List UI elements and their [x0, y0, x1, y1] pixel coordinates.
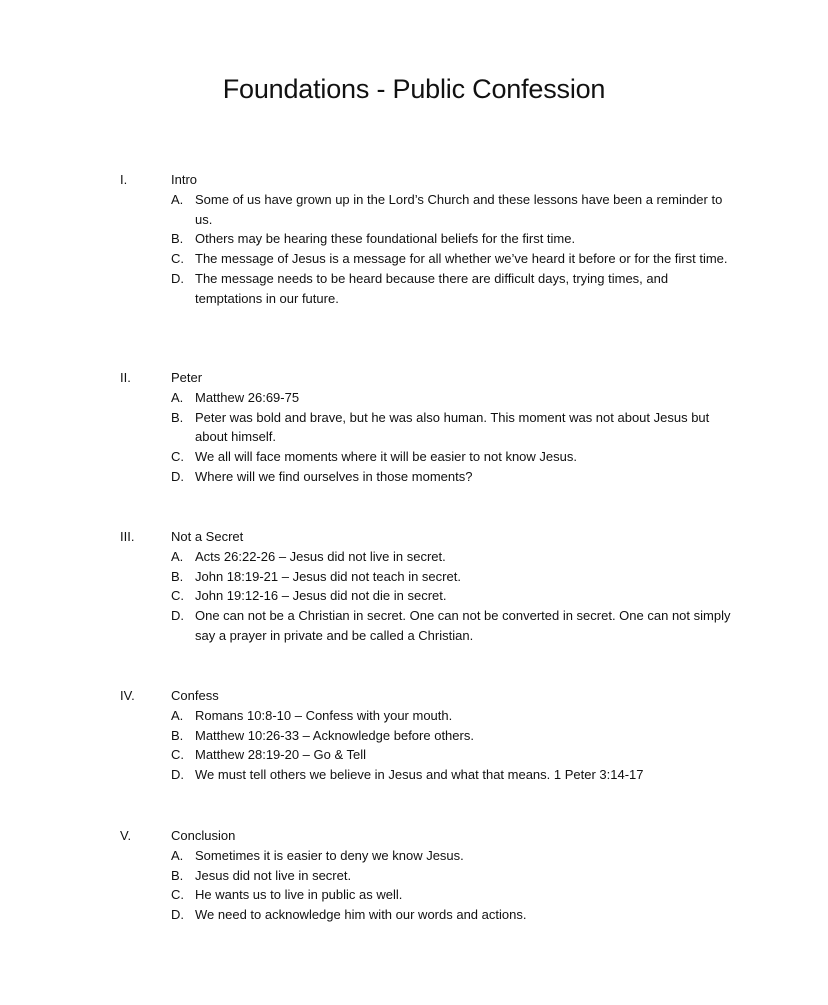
section-numeral: I. — [120, 172, 128, 187]
section-items — [171, 846, 731, 925]
item-text: One can not be a Christian in secret. One can not be converted in secret. One can not simply say a prayer in private and be called a Christian. — [195, 608, 731, 643]
item-letter: A. — [171, 848, 184, 863]
item-letter: D. — [171, 608, 184, 624]
section-numeral: IV. — [120, 688, 135, 703]
list-item — [171, 885, 731, 905]
item-text: We all will face moments where it will be easier to not know Jesus. — [195, 449, 577, 465]
item-text: Matthew 28:19-20 – Go & Tell — [195, 747, 367, 763]
item-letter: A. — [171, 192, 184, 207]
section-heading: Peter — [171, 370, 203, 385]
item-letter: C. — [171, 747, 184, 763]
list-item — [171, 547, 731, 567]
item-letter: D. — [171, 767, 184, 783]
list-item — [171, 229, 731, 249]
section-heading: Not a Secret — [171, 529, 244, 544]
item-text: He wants us to live in public as well. — [195, 887, 403, 903]
item-letter: D. — [171, 270, 184, 286]
item-text: John 18:19-21 – Jesus did not teach in secret. — [195, 568, 461, 584]
item-letter: B. — [171, 231, 184, 247]
list-item — [171, 905, 731, 925]
list-item — [171, 765, 731, 785]
list-item — [171, 866, 731, 886]
item-text: Where will we find ourselves in those moments? — [195, 468, 473, 484]
item-text: Acts 26:22-26 – Jesus did not live in secret. — [195, 549, 446, 564]
item-letter: A. — [171, 708, 184, 723]
item-text: We need to acknowledge him with our words and actions. — [195, 907, 527, 923]
item-text: Jesus did not live in secret. — [195, 867, 352, 883]
list-item — [171, 606, 731, 645]
list-item — [171, 190, 731, 229]
item-text: Matthew 10:26-33 – Acknowledge before others. — [195, 727, 474, 743]
item-letter: D. — [171, 907, 184, 923]
section-items — [171, 706, 731, 785]
item-letter: A. — [171, 549, 184, 564]
item-letter: B. — [171, 409, 184, 425]
list-item — [171, 706, 731, 726]
list-item — [171, 388, 731, 408]
section-heading: Confess — [171, 688, 219, 703]
item-text: Romans 10:8-10 – Confess with your mouth. — [195, 708, 453, 723]
section-heading: Conclusion — [171, 828, 236, 843]
list-item — [171, 447, 731, 467]
section-items — [171, 388, 731, 487]
section-numeral: III. — [120, 529, 135, 544]
list-item — [171, 467, 731, 487]
item-text: Some of us have grown up in the Lord’s Church and these lessons have been a reminder to us. — [195, 192, 723, 227]
item-letter: B. — [171, 568, 184, 584]
item-letter: D. — [171, 468, 184, 484]
list-item — [171, 269, 731, 308]
item-letter: B. — [171, 727, 184, 743]
item-letter: B. — [171, 867, 184, 883]
section-numeral: V. — [120, 828, 132, 843]
item-text: John 19:12-16 – Jesus did not die in secret. — [195, 588, 447, 604]
list-item — [171, 567, 731, 587]
item-text: The message needs to be heard because there are difficult days, trying times, and temptations in our future. — [195, 270, 669, 306]
list-item — [171, 726, 731, 746]
item-text: Sometimes it is easier to deny we know Jesus. — [195, 848, 464, 863]
list-item — [171, 745, 731, 765]
item-text: Peter was bold and brave, but he was also human. This moment was not about Jesus but about himself. — [195, 409, 710, 445]
list-item — [171, 586, 731, 606]
list-item — [171, 846, 731, 866]
item-letter: C. — [171, 449, 184, 465]
section-heading: Intro — [171, 172, 198, 187]
list-item — [171, 408, 731, 447]
document-title: Foundations - Public Confession — [222, 74, 606, 104]
item-text: Others may be hearing these foundational beliefs for the first time. — [195, 231, 576, 247]
section-items — [171, 190, 731, 308]
item-text: The message of Jesus is a message for all whether we’ve heard it before or for the first time. — [195, 251, 728, 267]
section-numeral: II. — [120, 370, 131, 385]
section-items — [171, 547, 731, 646]
item-text: Matthew 26:69-75 — [195, 390, 300, 405]
item-letter: C. — [171, 588, 184, 604]
item-text: We must tell others we believe in Jesus and what that means. 1 Peter 3:14-17 — [195, 767, 644, 783]
item-letter: C. — [171, 887, 184, 903]
item-letter: C. — [171, 251, 184, 267]
item-letter: A. — [171, 390, 184, 405]
list-item — [171, 249, 731, 269]
